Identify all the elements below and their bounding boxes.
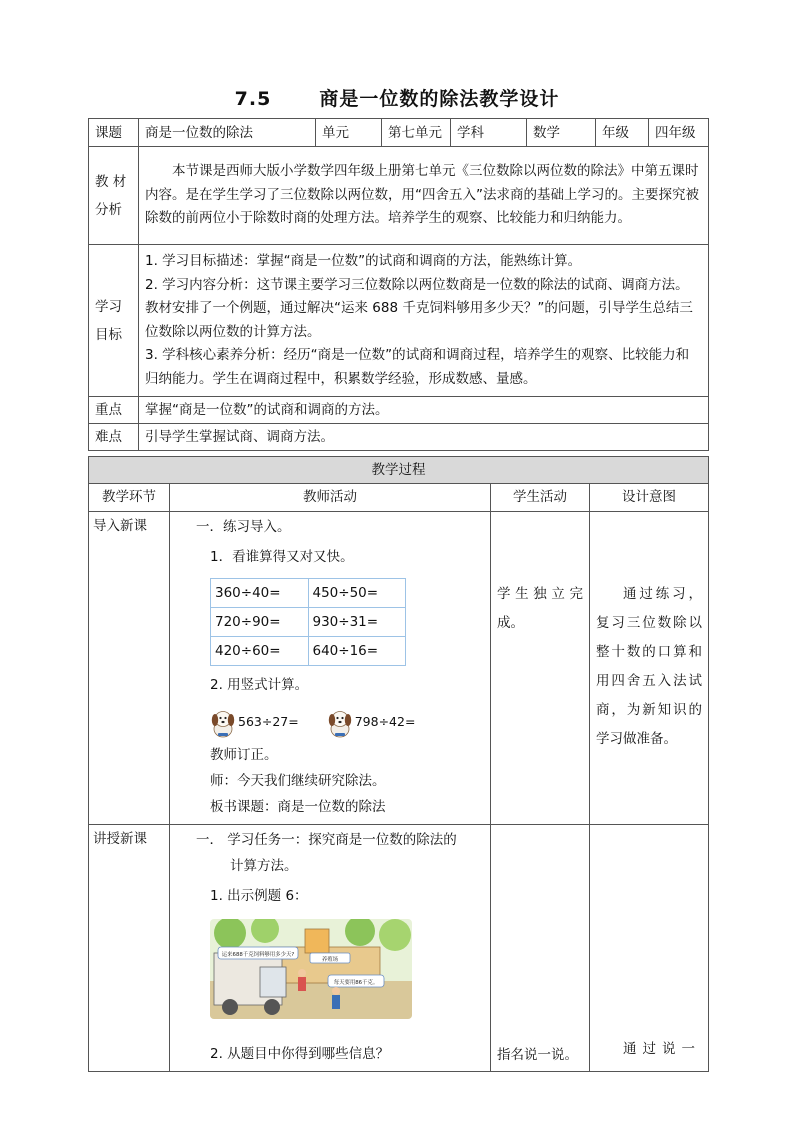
header-teacher: 教师活动 — [170, 484, 491, 512]
speech-bubble-2: 每天要用86千克。 — [333, 980, 379, 986]
intro-q2: 2. 用竖式计算。 — [210, 677, 309, 693]
stage-intro: 导入新课 — [89, 512, 170, 825]
grade-label: 年级 — [596, 119, 649, 147]
speech-bubble-1: 运来688千克饲料够用多少天? — [221, 952, 295, 958]
exercise-cell: 720÷90= — [211, 608, 309, 637]
exercise-table — [210, 578, 406, 666]
goals-cell — [139, 245, 709, 397]
header-student: 学生活动 — [491, 484, 590, 512]
analysis-label: 教 材 分析 — [89, 147, 139, 245]
goal-1: 1. 学习目标描述：掌握“商是一位数”的试商和调商的方法，能熟练计算。 — [145, 253, 582, 269]
student-activity-intro: 学生独立完成。 — [491, 512, 590, 825]
process-title: 教学过程 — [89, 457, 709, 484]
farm-scene-image — [210, 919, 412, 1019]
process-table — [88, 456, 709, 1072]
exercise-cell: 640÷16= — [308, 637, 406, 666]
new-heading-cont: 计算方法。 — [230, 858, 298, 874]
focus-text: 掌握“商是一位数”的试商和调商的方法。 — [139, 397, 709, 424]
subject-value: 商是一位数的除法 — [139, 119, 316, 147]
exercise-cell: 360÷40= — [211, 579, 309, 608]
unit-value: 第七单元 — [382, 119, 451, 147]
focus-label: 重点 — [89, 397, 139, 424]
student-activity-new: 指名说一说。 — [491, 825, 590, 1072]
dog-equations — [210, 702, 484, 738]
new-example: 1. 出示例题 6： — [210, 888, 308, 904]
unit-label: 单元 — [316, 119, 382, 147]
teacher-activity-intro — [170, 512, 491, 825]
grade-value: 四年级 — [649, 119, 709, 147]
exercise-cell: 450÷50= — [308, 579, 406, 608]
intent-new: 通过说一 — [590, 825, 709, 1072]
header-intent: 设计意图 — [590, 484, 709, 512]
exercise-cell: 930÷31= — [308, 608, 406, 637]
exercise-cell: 420÷60= — [211, 637, 309, 666]
analysis-text-cell — [139, 147, 709, 245]
course-value: 数学 — [527, 119, 596, 147]
new-heading: 一． 学习任务一：探究商是一位数的除法的 — [196, 832, 457, 848]
puppy-icon — [210, 708, 236, 738]
puppy-icon — [327, 708, 353, 738]
equation-1: 563÷27= — [238, 714, 299, 729]
example-illustration — [210, 919, 412, 1019]
equation-2: 798÷42= — [354, 714, 416, 729]
goal-2: 2. 学习内容分析：这节课主要学习三位数除以两位数商是一位数的除法的试商、调商方法。教材安排了一个例题，通过解决“运来 688 千克饲料够用多少天？”的问题，引导学生总结三位数除以两位数的计算方法。 — [145, 276, 693, 340]
section-number: 7.5 — [234, 88, 272, 110]
intro-line-3: 板书课题：商是一位数的除法 — [210, 799, 386, 815]
subject-label: 课题 — [89, 119, 139, 147]
stage-new: 讲授新课 — [89, 825, 170, 1072]
analysis-text: 本节课是西师大版小学数学四年级上册第七单元《三位数除以两位数的除法》中第五课时内容。是在学生学习了三位数除以两位数，用“四舍五入”法求商的基础上学习的。主要探究被除数的前两位小于除数时商的处理方法。培养学生的观察、比较能力和归纳能力。 — [145, 163, 699, 227]
course-label: 学科 — [451, 119, 527, 147]
intro-line-1: 教师订正。 — [210, 747, 278, 763]
intro-q1: 1．看谁算得又对又快。 — [210, 549, 354, 565]
intro-heading: 一．练习导入。 — [196, 519, 291, 535]
title-text: 商是一位数的除法教学设计 — [319, 88, 560, 110]
intent-intro: 通过练习，复习三位数除以整十数的口算和用四舍五入法试商，为新知识的学习做准备。 — [590, 512, 709, 825]
difficulty-text: 引导学生掌握试商、调商方法。 — [139, 424, 709, 451]
header-stage: 教学环节 — [89, 484, 170, 512]
difficulty-label: 难点 — [89, 424, 139, 451]
info-table — [88, 118, 709, 451]
teacher-activity-new — [170, 825, 491, 1072]
intro-line-2: 师：今天我们继续研究除法。 — [210, 773, 386, 789]
page-title — [0, 84, 794, 111]
goals-label: 学习 目标 — [89, 245, 139, 397]
goal-3: 3. 学科核心素养分析：经历“商是一位数”的试商和调商过程，培养学生的观察、比较能力和归纳能力。学生在调商过程中，积累数学经验，形成数感、量感。 — [145, 347, 690, 387]
new-question: 2. 从题目中你得到哪些信息？ — [210, 1046, 390, 1062]
farm-sign: 养殖场 — [321, 957, 339, 963]
